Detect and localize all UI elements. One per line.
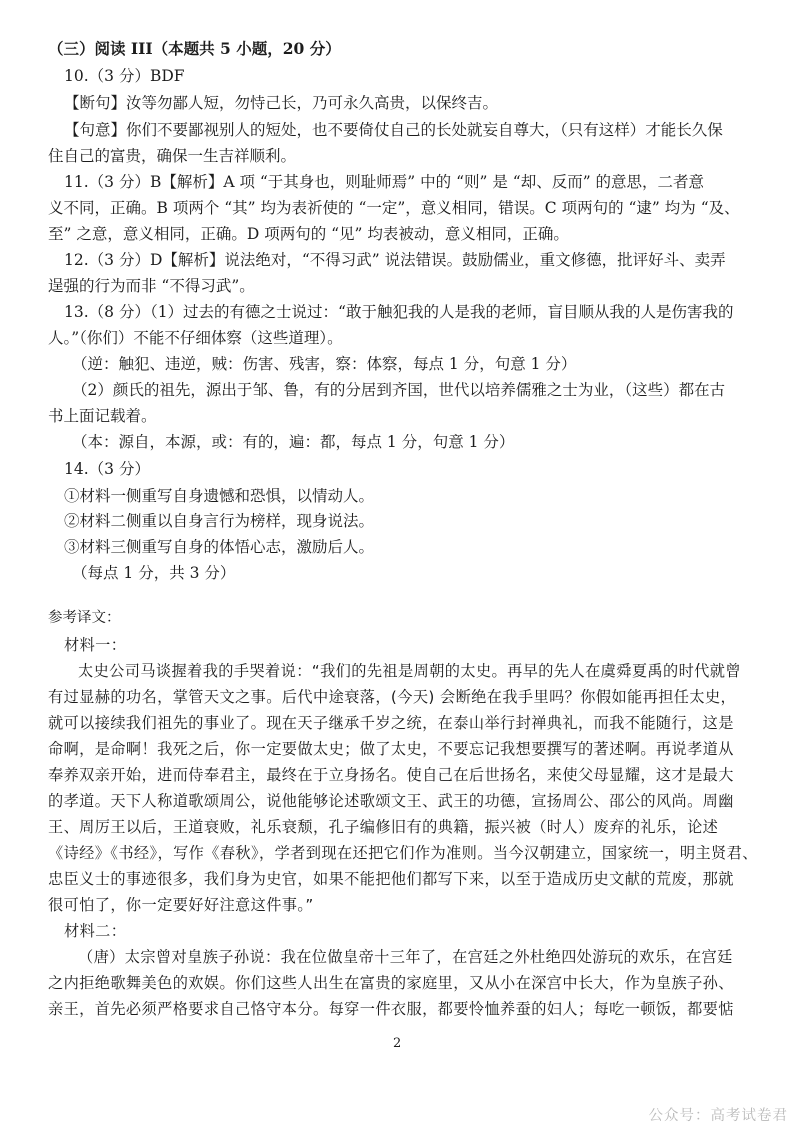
material-1-line: 忠臣义士的事迹很多，我们身为史官，如果不能把他们都写下来，以至于造成历史文献的荒废，那就 [48,870,734,888]
material-2-line: 之内拒绝歌舞美色的欢娱。你们这些人出生在富贵的家庭里，又从小在深宫中长大，作为皇族子孙、 [48,974,734,992]
material-1-line: 很可怕了，你一定要好好注意这件事。” [48,896,314,914]
material-1-line: 奉养双亲开始，进而侍奉君主，最终在于立身扬名。使自己在后世扬名，来使父母显耀，这才是最大 [48,766,734,784]
material-1-line: 《诗经》《书经》，写作《春秋》，学者到现在还把它们作为准则。当今汉朝建立，国家统一，明主贤君、 [48,844,758,862]
q14-point-1: ①材料一侧重写自身遗憾和恐惧，以情动人。 [64,487,375,505]
material-1-line: 太史公司马谈握着我的手哭着说：“我们的先祖是周朝的太史。再早的先人在虞舜夏禹的时代就曾 [78,662,741,680]
q14-point-2: ②材料二侧重以自身言行为榜样，现身说法。 [64,512,375,530]
q10-answer: 10.（3 分）BDF [64,67,185,85]
material-2-line: （唐）太宗曾对皇族子孙说：我在位做皇帝十三年了，在宫廷之外杜绝四处游玩的欢乐，在宫廷 [78,948,733,966]
q10-juyi-line-2: 住自己的富贵，确保一生吉祥顺利。 [48,147,297,165]
material-1-line: 王、周厉王以后，王道衰败，礼乐衰颓，孔子编修旧有的典籍，振兴被（时人）废弃的礼乐，论述 [48,818,719,836]
material-1-line: 有过显赫的功名，掌管天文之事。后代中途衰落，(今天) 会断绝在我手里吗？你假如能再担任太史， [48,688,737,706]
material-2-line: 亲王，首先必须严格要求自己恪守本分。每穿一件衣服，都要怜恤养蚕的妇人；每吃一顿饭，都要惦 [48,1000,734,1018]
q12-line-2: 逞强的行为而非 “不得习武”。 [48,277,255,295]
q13-line-1: 13.（8 分）（1）过去的有德之士说过：“敢于触犯我的人是我的老师，盲目顺从我的人是伤害我的 [64,303,734,321]
q14-note: （每点 1 分，共 3 分） [72,564,236,582]
q10-duanju: 【断句】汝等勿鄙人短，勿恃己长，乃可永久高贵，以保终吉。 [64,94,499,112]
watermark: 公众号：高考试卷君 [648,1108,788,1124]
material-1-line: 就可以接续我们祖先的事业了。现在天子继承千岁之统，在泰山举行封禅典礼，而我不能随行，这是 [48,714,734,732]
q13-line-2: 人。”（你们）不能不仔细体察（这些道理）。 [48,329,343,347]
q13-line-4: （2）颜氏的祖先，源出于邹、鲁，有的分居到齐国，世代以培养儒雅之士为业，（这些）都在古 [72,381,726,399]
material-2-label: 材料二： [64,922,127,940]
q13-scoring-1: （逆：触犯、违逆，贼：伤害、残害，察：体察，每点 1 分，句意 1 分） [72,355,577,373]
section-heading: （三）阅读 III（本题共 5 小题，20 分） [48,39,341,58]
material-1-label: 材料一： [64,636,127,654]
q11-line-2: 义不同，正确。B 项两个 “其” 均为表祈使的 “一定”，意义相同，错误。C 项两句的 “逮” 均为 “及、 [48,199,740,217]
q11-line-3: 至” 之意，意义相同，正确。D 项两句的 “见” 均表被动，意义相同，正确。 [48,225,569,243]
q13-scoring-2: （本：源自，本源，或：有的，遍：都，每点 1 分，句意 1 分） [72,433,515,451]
translation-heading: 参考译文： [48,610,121,626]
q14-point-3: ③材料三侧重写自身的体悟心志，激励后人。 [64,538,375,556]
q13-line-5: 书上面记载着。 [48,407,157,425]
material-1-line: 的孝道。天下人称道歌颂周公，说他能够论述歌颂文王、武王的功德，宣扬周公、邵公的风尚。周幽 [48,792,734,810]
q10-juyi-line-1: 【句意】你们不要鄙视别人的短处，也不要倚仗自己的长处就妄自尊大，（只有这样）才能长久保 [64,121,723,139]
q11-line-1: 11.（3 分）B【解析】A 项 “于其身也，则耻师焉” 中的 “则” 是 “却、反而” 的意思，二者意 [64,173,705,191]
q14-heading: 14.（3 分） [64,460,150,478]
q12-line-1: 12.（3 分）D【解析】说法绝对，“不得习武” 说法错误。鼓励儒业，重文修德，批评好斗、卖弄 [64,251,726,269]
material-1-line: 命啊，是命啊！我死之后，你一定要做太史；做了太史，不要忘记我想要撰写的著述啊。再说孝道从 [48,740,734,758]
page-number: 2 [393,1036,402,1051]
